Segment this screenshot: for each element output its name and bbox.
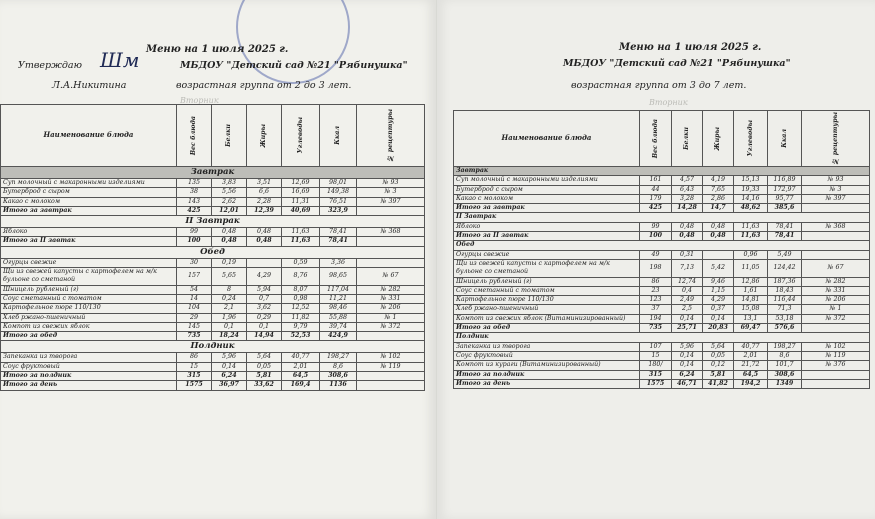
section-total-row: Итого за II завтак 100 0,48 0,48 11,63 78,41 xyxy=(454,232,870,241)
dish-row: Запеканка из творога 107 5,96 5,64 40,77 198,27 № 102 xyxy=(454,342,870,351)
column-header: Белки xyxy=(672,111,703,167)
column-header: Ккал xyxy=(320,105,357,167)
day-watermark: Вторник xyxy=(649,98,688,107)
dish-row: Картофельное пюре 110/130 123 2,49 4,29 14,81 116,44 № 206 xyxy=(454,296,870,305)
dish-row: Запеканка из творога 86 5,96 5,64 40,77 198,27 № 102 xyxy=(1,353,425,362)
column-header: Вес блюда xyxy=(640,111,672,167)
day-watermark: Вторник xyxy=(180,96,219,105)
column-header: Наименование блюда xyxy=(1,105,177,167)
meal-section-header: II Завтрак xyxy=(1,216,425,228)
signature: Шм xyxy=(100,48,140,72)
dish-row: Огурцы свежие 30 0,19 0,59 3,36 xyxy=(1,258,425,267)
dish-row: Компот из кураги (Витаминизированный) 180/ 0,14 0,12 21,72 101,7 № 376 xyxy=(454,361,870,370)
left-menu-sheet xyxy=(0,0,436,519)
dish-row: Суп молочный с макаронными изделиями 135 3,83 3,51 12,69 98,01 № 93 xyxy=(1,179,425,188)
header-row xyxy=(454,111,870,167)
section-total-row: Итого за завтрак 425 12,01 12,39 40,69 323,9 xyxy=(1,206,425,215)
dish-row: Какао с молоком 143 2,62 2,28 11,31 76,51 № 397 xyxy=(1,197,425,206)
dish-row: Шницель рубленый (г) 54 8 5,94 8,07 117,04 № 282 xyxy=(1,285,425,294)
institution-name: МБДОУ "Детский сад №21 "Рябинушка" xyxy=(180,60,408,71)
dish-row: Картофельное пюре 110/130 104 2,1 3,62 12,52 98,46 № 206 xyxy=(1,304,425,313)
dish-row: Бутерброд с сыром 38 5,56 6,6 16,69 149,38 № 3 xyxy=(1,188,425,197)
dish-row: Соус сметанный с томатом 14 0,24 0,7 0,98 11,21 № 331 xyxy=(1,294,425,303)
section-total-row: Итого за завтрак 425 14,28 14,7 48,62 385,6 xyxy=(454,204,870,213)
age-group: возрастная группа от 3 до 7 лет. xyxy=(571,80,747,91)
dish-row: Яблоко 99 0,48 0,48 11,63 78,41 № 368 xyxy=(454,222,870,231)
right-menu-sheet xyxy=(437,0,875,519)
meal-section-header: Обед xyxy=(1,246,425,258)
meal-section-header: Полдник xyxy=(454,333,870,342)
column-header: Жиры xyxy=(247,105,282,167)
column-header: Наименование блюда xyxy=(454,111,640,167)
column-header: Углеводы xyxy=(734,111,768,167)
section-total-row: Итого за полдник 315 6,24 5,81 64,5 308,6 xyxy=(1,372,425,381)
header-row xyxy=(1,105,425,167)
section-total-row: Итого за обед 735 25,71 20,83 69,47 576,6 xyxy=(454,324,870,333)
column-header: Белки xyxy=(212,105,247,167)
dish-row: Соус фруктовый 15 0,14 0,05 2,01 8,6 № 119 xyxy=(1,362,425,371)
column-header: Жиры xyxy=(703,111,734,167)
dish-row: Щи из свежей капусты с картофелем на м/к бульоне со сметаной 157 5,65 4,29 8,76 98,65 № 67 xyxy=(1,268,425,286)
menu-title: Меню на 1 июля 2025 г. xyxy=(619,42,762,53)
column-header: Ккал xyxy=(768,111,802,167)
dish-row: Суп молочный с макаронными изделиями 161 4,57 4,19 15,13 116,89 № 93 xyxy=(454,176,870,185)
institution-name: МБДОУ "Детский сад №21 "Рябинушка" xyxy=(563,58,791,69)
section-total-row: Итого за II завтак 100 0,48 0,48 11,63 78,41 xyxy=(1,237,425,246)
dish-row: Хлеб ржано-пшеничный 29 1,96 0,29 11,82 55,88 № 1 xyxy=(1,313,425,322)
section-total-row: Итого за полдник 315 6,24 5,81 64,5 308,6 xyxy=(454,370,870,379)
section-total-row: Итого за обед 735 18,24 14,94 52,53 424,9 xyxy=(1,332,425,341)
director-name: Л.А.Никитина xyxy=(52,80,127,91)
dish-row: Соус фруктовый 15 0,14 0,05 2,01 8,6 № 119 xyxy=(454,351,870,360)
meal-section-header: Завтрак xyxy=(1,167,425,179)
dish-row: Бутерброд с сыром 44 6,43 7,65 19,33 172,97 № 3 xyxy=(454,185,870,194)
column-header: № рецептуры xyxy=(357,105,425,167)
dish-row: Соус сметанный с томатом 23 0,4 1,15 1,61 18,43 № 331 xyxy=(454,286,870,295)
meal-section-header: Обед xyxy=(454,241,870,250)
approve-label: Утверждаю xyxy=(18,60,82,71)
menu-table-2-3 xyxy=(0,104,425,391)
column-header: Вес блюда xyxy=(177,105,212,167)
age-group: возрастная группа от 2 до 3 лет. xyxy=(176,80,352,91)
meal-section-header: Полдник xyxy=(1,341,425,353)
dish-row: Хлеб ржано-пшеничный 37 2,5 0,37 15,08 71,3 № 1 xyxy=(454,305,870,314)
dish-row: Щи из свежей капусты с картофелем на м/к бульоне со сметаной 198 7,13 5,42 11,05 124,42 № 67 xyxy=(454,259,870,277)
meal-section-header: Завтрак xyxy=(454,167,870,176)
menu-title: Меню на 1 июля 2025 г. xyxy=(146,44,289,55)
dish-row: Яблоко 99 0,48 0,48 11,63 78,41 № 368 xyxy=(1,228,425,237)
dish-row: Огурцы свежие 49 0,31 0,96 5,49 xyxy=(454,250,870,259)
dish-row: Какао с молоком 179 3,28 2,86 14,16 95,77 № 397 xyxy=(454,194,870,203)
official-stamp xyxy=(236,0,350,84)
day-total-row: Итого за день 1575 46,71 41,82 194,2 1349 xyxy=(454,379,870,388)
menu-table-3-7 xyxy=(453,110,870,389)
column-header: № рецептуры xyxy=(802,111,870,167)
dish-row: Компот из свежих яблок 145 0,1 0,1 9,79 39,74 № 372 xyxy=(1,322,425,331)
column-header: Углеводы xyxy=(282,105,320,167)
dish-row: Шницель рубленый (г) 86 12,74 9,46 12,86 187,36 № 282 xyxy=(454,277,870,286)
dish-row: Компот из свежих яблок (Витаминизированный) 194 0,14 0,14 13,1 53,18 № 372 xyxy=(454,314,870,323)
day-total-row: Итого за день 1575 36,97 33,62 169,4 1136 xyxy=(1,381,425,390)
meal-section-header: II Завтрак xyxy=(454,213,870,222)
